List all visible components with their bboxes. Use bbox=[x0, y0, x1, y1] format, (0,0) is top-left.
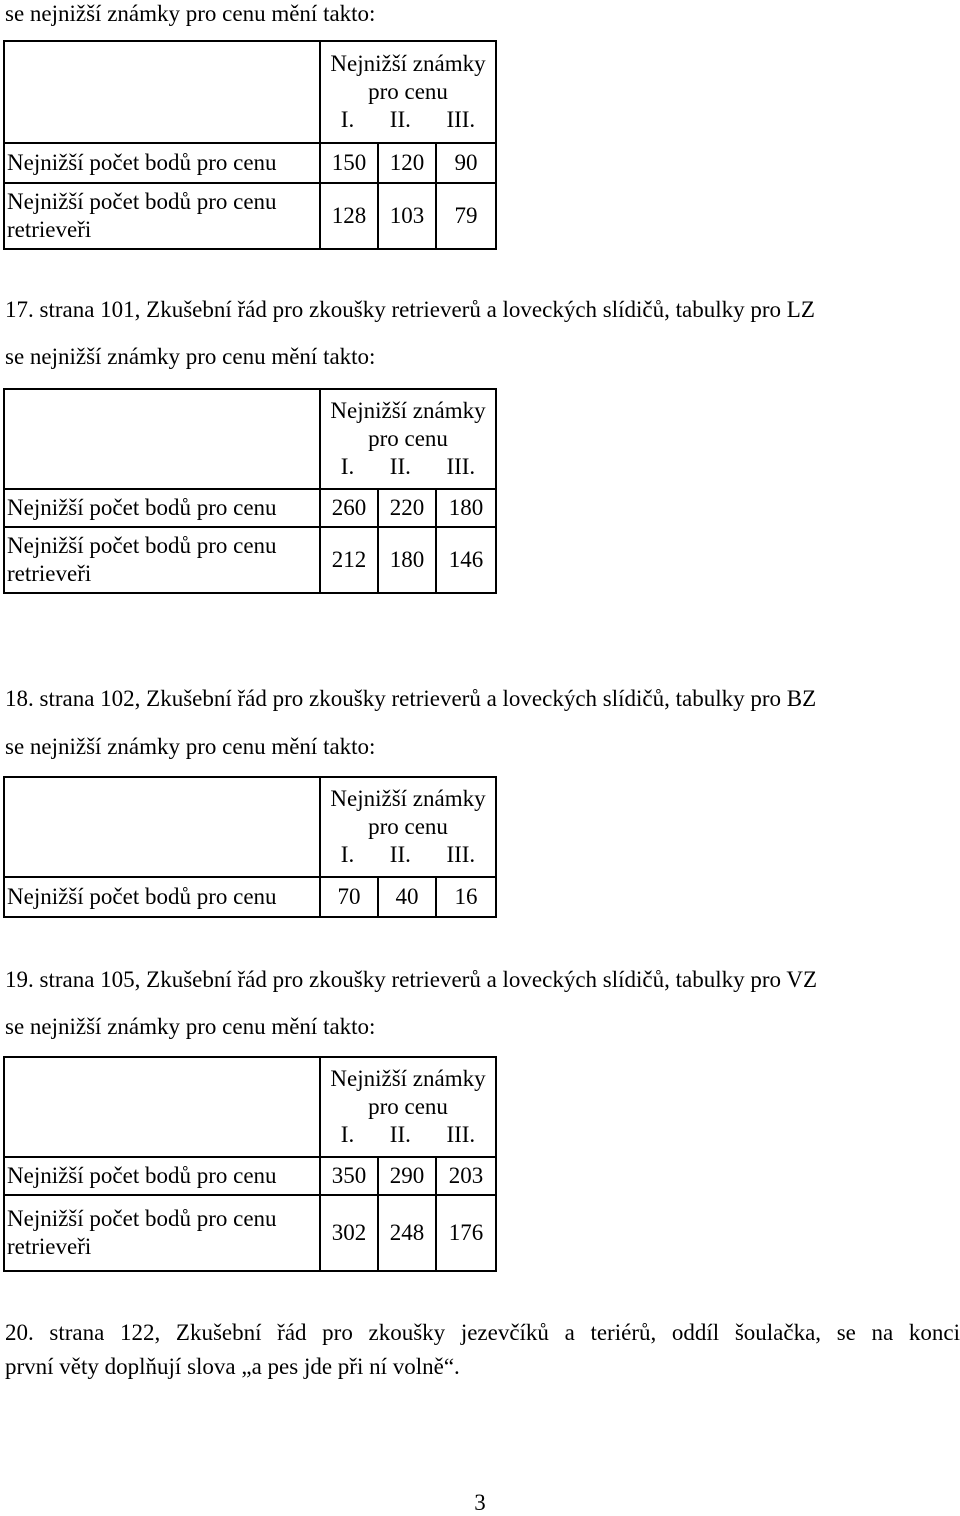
intro-line: se nejnižší známky pro cenu mění takto: bbox=[5, 734, 376, 759]
header-line1: Nejnižší známky bbox=[330, 51, 486, 76]
header-line2: pro cenu bbox=[368, 426, 448, 451]
table-row bbox=[4, 143, 496, 183]
table-cell: 79 bbox=[436, 183, 496, 249]
item-19: 19. strana 105, Zkušební řád pro zkoušky retrieverů a loveckých slídičů, tabulky pro VZ bbox=[5, 967, 818, 992]
grade-label: II. bbox=[389, 842, 411, 867]
intro-line: se nejnižší známky pro cenu mění takto: bbox=[5, 1, 376, 26]
header-line1: Nejnižší známky bbox=[330, 1066, 486, 1091]
row-label bbox=[4, 1195, 320, 1271]
table-cell: 203 bbox=[436, 1157, 496, 1195]
table-cell: 260 bbox=[320, 489, 378, 527]
table-header bbox=[320, 777, 496, 877]
table-cell: 128 bbox=[320, 183, 378, 249]
row-label-line1: Nejnižší počet bodů pro cenu bbox=[7, 533, 277, 558]
item-20-line2: první věty doplňují slova „a pes jde při ní volně“. bbox=[5, 1354, 460, 1379]
table-header bbox=[320, 1057, 496, 1157]
page-number: 3 bbox=[474, 1490, 486, 1515]
table-cell: 70 bbox=[320, 877, 378, 917]
row-label bbox=[4, 183, 320, 249]
score-table bbox=[3, 1056, 497, 1272]
grade-label: II. bbox=[389, 1122, 411, 1147]
item-20 bbox=[5, 1316, 960, 1384]
row-label-line2: retrieveři bbox=[7, 217, 92, 242]
empty-header-cell bbox=[4, 389, 320, 489]
empty-header-cell bbox=[4, 41, 320, 143]
table-cell: 212 bbox=[320, 527, 378, 593]
grade-label: III. bbox=[446, 107, 476, 132]
empty-header-cell bbox=[4, 1057, 320, 1157]
table-cell: 302 bbox=[320, 1195, 378, 1271]
table-row bbox=[4, 1195, 496, 1271]
grade-label: II. bbox=[389, 107, 411, 132]
row-label: Nejnižší počet bodů pro cenu bbox=[4, 489, 320, 527]
table-cell: 290 bbox=[378, 1157, 436, 1195]
grade-label: III. bbox=[446, 842, 476, 867]
table-cell: 176 bbox=[436, 1195, 496, 1271]
table-cell: 103 bbox=[378, 183, 436, 249]
table-row bbox=[4, 183, 496, 249]
intro-line: se nejnižší známky pro cenu mění takto: bbox=[5, 1014, 376, 1039]
item-17: 17. strana 101, Zkušební řád pro zkoušky retrieverů a loveckých slídičů, tabulky pro LZ bbox=[5, 297, 815, 322]
row-label-line1: Nejnižší počet bodů pro cenu bbox=[7, 189, 277, 214]
row-label-line2: retrieveři bbox=[7, 1234, 92, 1259]
grade-label: I. bbox=[340, 1122, 355, 1147]
header-line1: Nejnižší známky bbox=[330, 398, 486, 423]
table-row bbox=[4, 527, 496, 593]
grade-label: III. bbox=[446, 1122, 476, 1147]
score-table bbox=[3, 388, 497, 594]
grade-label: II. bbox=[389, 454, 411, 479]
table-cell: 150 bbox=[320, 143, 378, 183]
table-cell: 40 bbox=[378, 877, 436, 917]
table-header bbox=[320, 389, 496, 489]
table-row bbox=[4, 877, 496, 917]
table-cell: 180 bbox=[436, 489, 496, 527]
table-row bbox=[4, 489, 496, 527]
grade-label: III. bbox=[446, 454, 476, 479]
row-label: Nejnižší počet bodů pro cenu bbox=[4, 1157, 320, 1195]
item-18: 18. strana 102, Zkušební řád pro zkoušky retrieverů a loveckých slídičů, tabulky pro BZ bbox=[5, 686, 817, 711]
score-table bbox=[3, 776, 497, 918]
table-cell: 180 bbox=[378, 527, 436, 593]
table-cell: 146 bbox=[436, 527, 496, 593]
header-line2: pro cenu bbox=[368, 1094, 448, 1119]
score-table bbox=[3, 40, 497, 250]
table-cell: 248 bbox=[378, 1195, 436, 1271]
item-20-line1: 20. strana 122, Zkušební řád pro zkoušky jezevčíků a teriérů, oddíl šoulačka, se na konci bbox=[5, 1320, 960, 1345]
table-row bbox=[4, 1157, 496, 1195]
row-label-line1: Nejnižší počet bodů pro cenu bbox=[7, 1206, 277, 1231]
row-label: Nejnižší počet bodů pro cenu bbox=[4, 143, 320, 183]
table-cell: 16 bbox=[436, 877, 496, 917]
intro-line: se nejnižší známky pro cenu mění takto: bbox=[5, 344, 376, 369]
row-label: Nejnižší počet bodů pro cenu bbox=[4, 877, 320, 917]
header-line1: Nejnižší známky bbox=[330, 786, 486, 811]
grade-label: I. bbox=[340, 842, 355, 867]
grade-label: I. bbox=[340, 454, 355, 479]
row-label bbox=[4, 527, 320, 593]
table-cell: 350 bbox=[320, 1157, 378, 1195]
table-cell: 220 bbox=[378, 489, 436, 527]
row-label-line2: retrieveři bbox=[7, 561, 92, 586]
empty-header-cell bbox=[4, 777, 320, 877]
grade-label: I. bbox=[340, 107, 355, 132]
table-header bbox=[320, 41, 496, 143]
table-cell: 120 bbox=[378, 143, 436, 183]
table-cell: 90 bbox=[436, 143, 496, 183]
header-line2: pro cenu bbox=[368, 814, 448, 839]
header-line2: pro cenu bbox=[368, 79, 448, 104]
